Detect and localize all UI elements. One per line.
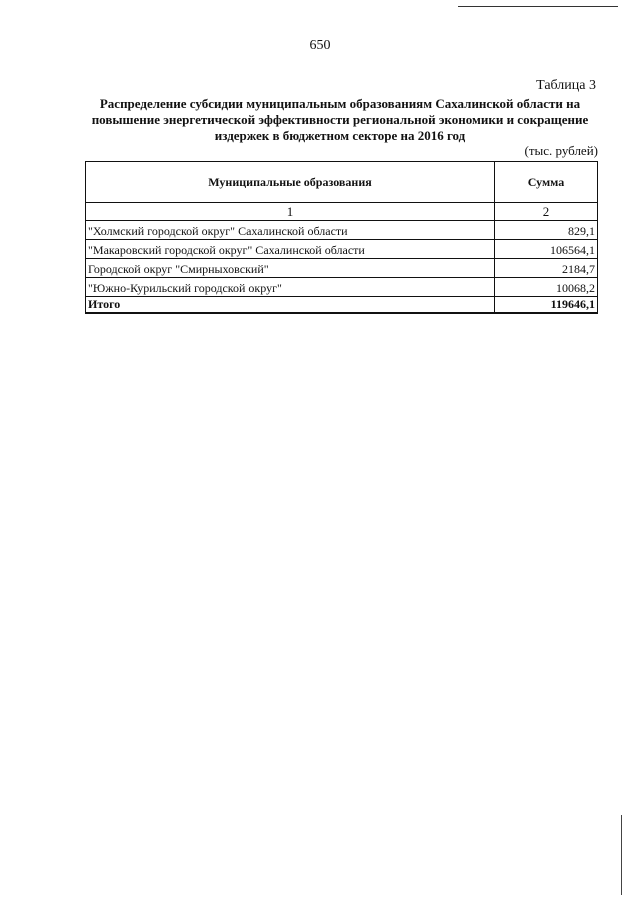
row-name: "Холмский городской округ" Сахалинской области [86, 221, 495, 240]
table-label: Таблица 3 [536, 78, 596, 93]
scan-line-top [458, 6, 618, 7]
row-name: "Южно-Курильский городской округ" [86, 278, 495, 297]
scan-line-right [621, 815, 622, 895]
units-label: (тыс. рублей) [524, 143, 598, 158]
column-numbering-row [86, 203, 598, 221]
row-name: "Макаровский городской округ" Сахалинской области [86, 240, 495, 259]
row-value: 829,1 [495, 221, 598, 240]
row-value: 2184,7 [495, 259, 598, 278]
subsidy-table [85, 161, 598, 314]
table-row [86, 221, 598, 240]
total-label: Итого [86, 297, 495, 314]
document-title: Распределение субсидии муниципальным образованиям Сахалинской области на повышение энергетической эффективности региональной экономики и сокращение издержек в бюджетном секторе на 2016 год [91, 96, 589, 143]
row-name: Городской округ "Смирныховский" [86, 259, 495, 278]
row-value: 106564,1 [495, 240, 598, 259]
table-row [86, 259, 598, 278]
header-sum: Сумма [495, 162, 598, 203]
table-row [86, 240, 598, 259]
table-row [86, 278, 598, 297]
row-value: 10068,2 [495, 278, 598, 297]
column-number-2: 2 [495, 203, 598, 221]
total-row [86, 297, 598, 314]
page-number: 650 [309, 38, 331, 53]
table-header-row [86, 162, 598, 203]
total-value: 119646,1 [495, 297, 598, 314]
header-municipalities: Муниципальные образования [86, 162, 495, 203]
column-number-1: 1 [86, 203, 495, 221]
